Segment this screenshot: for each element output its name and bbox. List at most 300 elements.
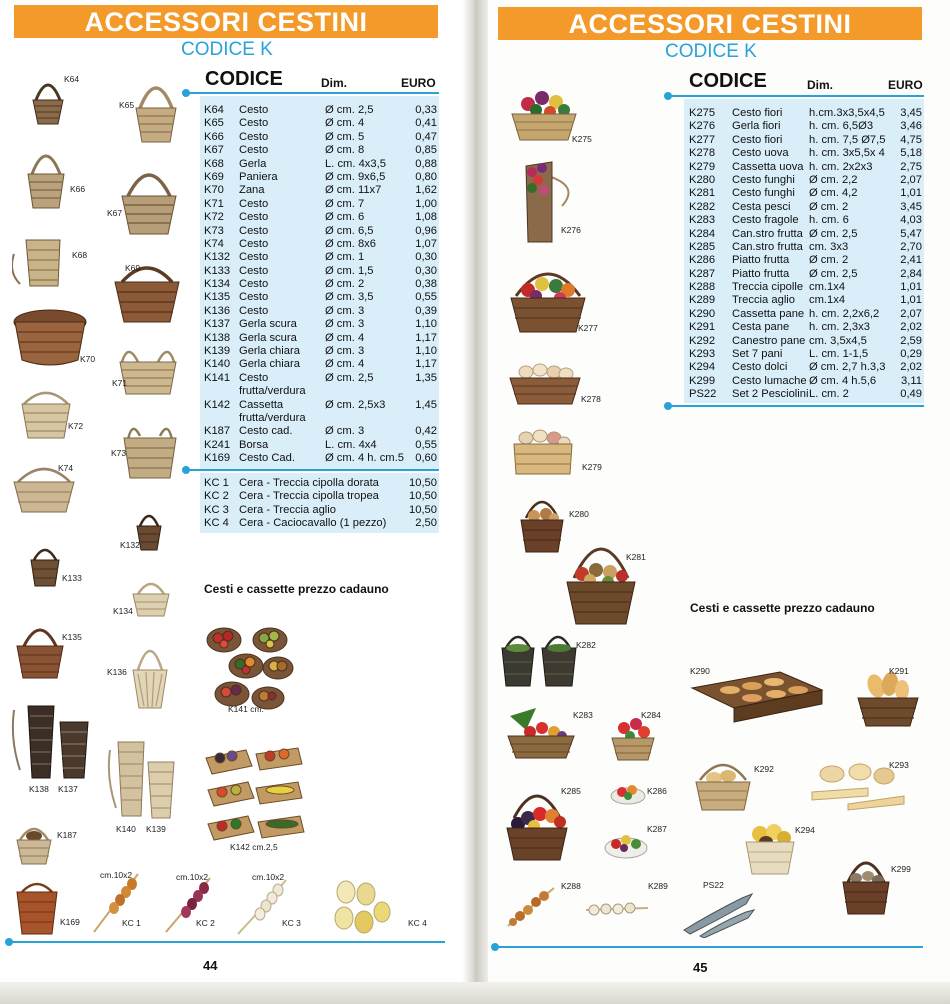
row-description: Gerla scura — [239, 331, 297, 344]
table-row — [204, 372, 440, 399]
basket-k68-image — [12, 232, 68, 290]
row-dimension: h. cm. 2x2x3 — [809, 160, 873, 173]
row-dimension: Ø cm. 11x7 — [325, 184, 382, 197]
table-row — [204, 198, 440, 211]
row-code: K133 — [204, 264, 231, 277]
row-dimension: h. cm. 3x5,5x 4 — [809, 147, 885, 160]
row-price: 2,75 — [900, 160, 922, 173]
row-dimension: Ø cm. 2,5 — [809, 267, 858, 280]
label-k74: K74 — [58, 463, 74, 473]
row-description: Cesto — [239, 224, 269, 237]
row-description: Cesto cad. — [239, 425, 293, 438]
row-description: Cesto Cad. — [239, 452, 295, 465]
label-kc4: KC 4 — [408, 918, 427, 928]
row-code: K281 — [689, 187, 716, 200]
row-description: Cesto fragole — [732, 214, 799, 227]
table-row — [689, 268, 925, 281]
right-table-bottom-rule — [668, 405, 924, 407]
fish-set-ps22-image — [680, 890, 756, 938]
table-row — [689, 348, 925, 361]
row-description: Cesto — [239, 104, 269, 116]
baskets-k140-k139-image — [106, 738, 178, 820]
row-description: Cesto — [239, 211, 269, 224]
label-k136: K136 — [107, 667, 127, 677]
label-k187: K187 — [57, 830, 77, 840]
label-k292: K292 — [754, 764, 774, 774]
row-code: K65 — [204, 117, 224, 130]
row-code: K187 — [204, 425, 231, 438]
row-description: Can.stro frutta — [732, 227, 803, 240]
row-dimension: Ø cm. 4 — [325, 117, 365, 130]
row-code: K136 — [204, 304, 231, 317]
row-code: K282 — [689, 200, 716, 213]
row-price: 2,50 — [415, 517, 437, 530]
table-row — [204, 211, 440, 224]
row-price: 0,38 — [415, 278, 437, 291]
row-price: 1,10 — [415, 345, 437, 358]
label-k279: K279 — [582, 462, 602, 472]
row-price: 1,10 — [415, 318, 437, 331]
table-row — [689, 134, 925, 147]
row-dimension: h. cm. 7,5 Ø7,5 — [809, 133, 886, 146]
row-dimension: Ø cm. 3,5 — [325, 291, 374, 304]
basket-k169-image — [14, 880, 60, 938]
left-page-number: 44 — [203, 958, 218, 973]
egg-crate-k279-image — [512, 424, 574, 478]
row-price: 0,29 — [900, 348, 922, 361]
row-dimension: Ø cm. 7 — [325, 197, 365, 210]
row-price: 3,45 — [900, 107, 922, 119]
row-price: 0,60 — [415, 452, 437, 465]
row-price: 0,42 — [415, 425, 437, 438]
row-code: K241 — [204, 438, 231, 451]
row-price: 2,07 — [900, 173, 922, 186]
basket-k72-image — [20, 382, 72, 442]
label-k299: K299 — [891, 864, 911, 874]
row-price: 0,55 — [415, 438, 437, 451]
row-dimension: cm. 3,5x4,5 — [809, 334, 867, 347]
row-price: 1,35 — [415, 371, 437, 384]
row-price: 1,01 — [900, 294, 922, 307]
row-code: K134 — [204, 278, 231, 291]
right-col-head-euro: EURO — [888, 78, 923, 92]
row-code: K278 — [689, 147, 716, 160]
right-page-number: 45 — [693, 960, 708, 975]
label-k280: K280 — [569, 509, 589, 519]
label-ps22: PS22 — [703, 880, 724, 890]
row-code: K277 — [689, 133, 716, 146]
row-price: 2,59 — [900, 334, 922, 347]
row-description: Cesto — [239, 371, 269, 384]
table-row — [204, 490, 440, 503]
row-dimension: Ø cm. 2 — [809, 254, 849, 267]
row-description: Piatto frutta — [732, 254, 790, 267]
label-k137: K137 — [58, 784, 78, 794]
table-row — [689, 120, 925, 133]
row-description: Cesto funghi — [732, 187, 795, 200]
row-price: 1,17 — [415, 331, 437, 344]
row-price: 1,01 — [900, 281, 922, 294]
row-description: Cera - Treccia cipolla dorata — [239, 477, 379, 489]
label-k294: K294 — [795, 825, 815, 835]
label-k135: K135 — [62, 632, 82, 642]
row-description: Cesto fiori — [732, 107, 783, 119]
row-price: 0,47 — [415, 130, 437, 143]
row-description: Zana — [239, 184, 265, 197]
baskets-k138-k137-image — [10, 700, 94, 784]
basket-k136-image — [130, 636, 170, 712]
row-code: K292 — [689, 334, 716, 347]
table-row — [204, 291, 440, 304]
right-bottom-rule — [495, 946, 923, 948]
label-k290: K290 — [690, 666, 710, 676]
strawberry-basket-k283-image — [506, 706, 576, 762]
row-code: K283 — [689, 214, 716, 227]
row-code: K290 — [689, 307, 716, 320]
row-code: K66 — [204, 130, 224, 143]
crates-k142-image — [202, 744, 306, 850]
left-table-top-rule — [186, 92, 439, 94]
snail-basket-k299-image — [840, 848, 892, 918]
row-dimension: Ø cm. 8 — [325, 144, 365, 157]
mushroom-basket-k280-image — [518, 490, 566, 556]
row-price: 0,85 — [415, 144, 437, 157]
row-description: Cesto funghi — [732, 173, 795, 186]
left-table-mid-rule — [186, 469, 439, 471]
row-code: K135 — [204, 291, 231, 304]
row-price: 0,55 — [415, 291, 437, 304]
row-description: Cesto — [239, 278, 269, 291]
row-dimension: L. cm. 1-1,5 — [809, 348, 869, 361]
table-row — [204, 345, 440, 358]
basket-k67-image — [118, 160, 180, 238]
row-description: Cesto dolci — [732, 361, 788, 374]
bread-basket-k291-image — [856, 668, 920, 730]
row-description: Cesta pesci — [732, 200, 791, 213]
row-code: K67 — [204, 144, 224, 157]
row-dimension: Ø cm. 2,5 — [325, 371, 374, 384]
basket-k133-image — [28, 540, 62, 590]
table-row — [689, 161, 925, 174]
row-price: 2,70 — [900, 240, 922, 253]
row-dimension: Ø cm. 4 — [325, 358, 365, 371]
onion-braid-k288-image — [504, 884, 558, 930]
row-description: Piatto frutta — [732, 267, 790, 280]
row-code: K285 — [689, 240, 716, 253]
row-description: Can.stro frutta — [732, 240, 803, 253]
bread-basket-k292-image — [694, 754, 752, 814]
row-price: 5,47 — [900, 227, 922, 240]
table-row — [204, 265, 440, 278]
row-dimension: Ø cm. 3 — [325, 425, 365, 438]
row-price: 1,01 — [900, 187, 922, 200]
row-description: Cesto — [239, 237, 269, 250]
basket-k187-image — [14, 818, 54, 868]
label-k70: K70 — [80, 354, 96, 364]
table-row — [204, 305, 440, 318]
table-row — [204, 238, 440, 251]
label-k71: K71 — [112, 378, 128, 388]
row-code: K291 — [689, 321, 716, 334]
label-k287: K287 — [647, 824, 667, 834]
left-kc-table — [204, 477, 440, 531]
row-code: K289 — [689, 294, 716, 307]
table-row — [204, 158, 440, 171]
label-k72: K72 — [68, 421, 84, 431]
row-price: 4,75 — [900, 133, 922, 146]
row-code: K275 — [689, 107, 716, 119]
row-dimension: Ø cm. 2,5 — [325, 104, 374, 116]
label-cm-3: cm.10x2 — [252, 872, 285, 882]
row-description: Gerla chiara — [239, 345, 300, 358]
table-row — [689, 281, 925, 294]
table-row — [204, 117, 440, 130]
row-description: Cesto — [239, 117, 269, 130]
row-dimension: Ø cm. 6 — [325, 211, 365, 224]
row-description: Gerla scura — [239, 318, 297, 331]
row-price: 0,49 — [900, 388, 922, 401]
table-row — [204, 225, 440, 238]
row-dimension: L. cm. 4x3,5 — [325, 157, 386, 170]
row-code: K69 — [204, 170, 224, 183]
label-k278: K278 — [581, 394, 601, 404]
table-row — [204, 251, 440, 264]
row-dimension: Ø cm. 2,7 h.3,3 — [809, 361, 886, 374]
row-code: K74 — [204, 237, 224, 250]
row-description: Cera - Treccia cipolla tropea — [239, 490, 379, 503]
table-row — [689, 241, 925, 254]
label-cm-1: cm.10x2 — [100, 870, 133, 880]
table-row — [204, 399, 440, 426]
row-code: K141 — [204, 371, 231, 384]
garlic-braid-k289-image — [582, 892, 652, 926]
row-price: 1,62 — [415, 184, 437, 197]
row-description: Cesto lumache — [732, 374, 807, 387]
row-code: K279 — [689, 160, 716, 173]
row-dimension: Ø cm. 4 h. cm.5 — [325, 452, 404, 465]
table-row — [204, 439, 440, 452]
left-subheader: CODICE K — [181, 39, 273, 60]
row-price: 0,30 — [415, 264, 437, 277]
table-row — [204, 504, 440, 517]
row-dimension: Ø cm. 1 — [325, 251, 365, 264]
label-k284: K284 — [641, 710, 661, 720]
row-dimension: Ø cm. 9x6,5 — [325, 170, 386, 183]
right-col-head-codice: CODICE — [689, 70, 767, 92]
left-col-head-euro: EURO — [401, 76, 436, 90]
basket-k73-image — [122, 414, 178, 482]
row-dimension: cm.1x4 — [809, 294, 846, 307]
row-price: 2,02 — [900, 321, 922, 334]
label-k275: K275 — [572, 134, 592, 144]
basket-k71-image — [118, 340, 178, 398]
label-k169: K169 — [60, 917, 80, 927]
row-dimension: h.cm.3x3,5x4,5 — [809, 107, 885, 119]
left-note: Cesti e cassette prezzo cadauno — [204, 582, 389, 596]
row-price: 10,50 — [409, 477, 437, 489]
row-description: Gerla chiara — [239, 358, 300, 371]
row-code: K288 — [689, 281, 716, 294]
row-dimension: L. cm. 2 — [809, 388, 849, 401]
row-code: K68 — [204, 157, 224, 170]
table-row — [689, 174, 925, 187]
left-col-head-codice: CODICE — [205, 68, 283, 90]
row-code: K132 — [204, 251, 231, 264]
row-description: Cesto — [239, 197, 269, 210]
table-row — [204, 477, 440, 490]
row-dimension: Ø cm. 2 — [325, 278, 365, 291]
row-description: Cera - Caciocavallo (1 pezzo) — [239, 517, 387, 530]
fruit-baskets-k141-image — [204, 618, 300, 716]
row-code: K64 — [204, 104, 224, 116]
row-dimension: Ø cm. 4,2 — [809, 187, 858, 200]
row-dimension: L. cm. 4x4 — [325, 438, 377, 451]
label-k281: K281 — [626, 552, 646, 562]
label-k65: K65 — [119, 100, 135, 110]
table-row — [689, 254, 925, 267]
row-dimension: Ø cm. 2,2 — [809, 173, 858, 186]
fish-baskets-k282-image — [500, 626, 580, 690]
row-dimension: Ø cm. 3 — [325, 318, 365, 331]
row-description: Cesto fiori — [732, 133, 783, 146]
row-description-line2: frutta/verdura — [239, 385, 306, 398]
table-row — [204, 517, 440, 530]
table-row — [689, 308, 925, 321]
label-k134: K134 — [113, 606, 133, 616]
label-k138: K138 — [29, 784, 49, 794]
label-k282: K282 — [576, 640, 596, 650]
row-description: Treccia cipolle — [732, 281, 804, 294]
label-k291: K291 — [889, 666, 909, 676]
label-k141: K141 cm. — [228, 704, 264, 714]
table-row — [204, 131, 440, 144]
table-row — [204, 358, 440, 371]
row-dimension: Ø cm. 2 — [809, 200, 849, 213]
row-dimension: cm.1x4 — [809, 281, 846, 294]
row-description: Cesto uova — [732, 147, 789, 160]
right-header-title: ACCESSORI CESTINI — [498, 7, 922, 40]
row-description: Cesto — [239, 264, 269, 277]
table-row — [204, 332, 440, 345]
row-description: Gerla fiori — [732, 120, 781, 133]
egg-basket-k278-image — [508, 354, 582, 408]
row-dimension: Ø cm. 2,5 — [809, 227, 858, 240]
row-dimension: h. cm. 6,5Ø3 — [809, 120, 874, 133]
row-dimension: h. cm. 2,3x3 — [809, 321, 870, 334]
row-dimension: Ø cm. 8x6 — [325, 237, 376, 250]
table-row — [204, 171, 440, 184]
right-table-top-rule — [668, 95, 924, 97]
label-k139: K139 — [146, 824, 166, 834]
mushroom-basket-k281-image — [564, 528, 638, 628]
left-header-title: ACCESSORI CESTINI — [14, 5, 438, 38]
table-row — [689, 388, 925, 401]
row-description: Set 2 Pesciolini — [732, 388, 809, 401]
table-row — [689, 228, 925, 241]
label-kc1: KC 1 — [122, 918, 141, 928]
label-k286: K286 — [647, 786, 667, 796]
row-description-line2: frutta/verdura — [239, 412, 306, 424]
table-row — [204, 144, 440, 157]
row-description: Cassetta uova — [732, 160, 804, 173]
table-row — [689, 187, 925, 200]
left-col-head-dim: Dim. — [321, 76, 348, 90]
row-price: 0,33 — [415, 104, 437, 116]
table-row — [689, 214, 925, 227]
label-k132: K132 — [120, 540, 140, 550]
table-row — [689, 321, 925, 334]
table-row — [204, 425, 440, 438]
row-description: Cesta pane — [732, 321, 790, 334]
row-code: K73 — [204, 224, 224, 237]
garlic-braid-kc3-image — [232, 876, 298, 938]
label-k69: K69 — [125, 263, 141, 273]
row-description: Cesto — [239, 130, 269, 143]
row-description: Borsa — [239, 438, 269, 451]
row-dimension: cm. 3x3 — [809, 240, 849, 253]
label-k276: K276 — [561, 225, 581, 235]
book-gutter — [462, 0, 488, 1004]
label-k140: K140 — [116, 824, 136, 834]
row-description: Cesto — [239, 304, 269, 317]
table-row — [689, 147, 925, 160]
label-kc3: KC 3 — [282, 918, 301, 928]
row-price: 0,80 — [415, 170, 437, 183]
page-bottom-edge — [0, 982, 950, 1004]
right-price-table — [689, 107, 925, 402]
row-dimension: h. cm. 2,2x6,2 — [809, 307, 880, 320]
label-cm-2: cm.10x2 — [176, 872, 209, 882]
label-k277: K277 — [578, 323, 598, 333]
fruit-plate-k286-image — [610, 778, 646, 806]
bread-crates-k290-image — [690, 668, 824, 726]
row-code: KC 1 — [204, 477, 229, 489]
row-dimension: Ø cm. 2,5x3 — [325, 398, 386, 411]
row-code: K287 — [689, 267, 716, 280]
label-k73: K73 — [111, 448, 127, 458]
row-dimension: Ø cm. 1,5 — [325, 264, 374, 277]
row-code: K137 — [204, 318, 231, 331]
row-code: KC 3 — [204, 503, 229, 516]
row-code: PS22 — [689, 388, 717, 401]
row-dimension: h. cm. 6 — [809, 214, 849, 227]
label-k67: K67 — [107, 208, 123, 218]
row-price: 0,41 — [415, 117, 437, 130]
row-description: Cera - Treccia aglio — [239, 503, 336, 516]
label-k283: K283 — [573, 710, 593, 720]
row-description: Cesto — [239, 291, 269, 304]
row-code: K142 — [204, 398, 231, 411]
row-price: 1,00 — [415, 197, 437, 210]
row-price: 1,45 — [415, 398, 437, 411]
row-price: 0,88 — [415, 157, 437, 170]
row-description: Treccia aglio — [732, 294, 796, 307]
row-price: 3,46 — [900, 120, 922, 133]
row-price: 0,96 — [415, 224, 437, 237]
table-row — [689, 107, 925, 120]
table-row — [689, 335, 925, 348]
row-description: Paniera — [239, 170, 278, 183]
row-description: Canestro pane — [732, 334, 806, 347]
row-code: KC 4 — [204, 517, 229, 530]
flower-basket-k277-image — [508, 256, 588, 336]
table-row — [204, 318, 440, 331]
label-kc2: KC 2 — [196, 918, 215, 928]
table-row — [204, 452, 440, 465]
right-subheader: CODICE K — [665, 41, 757, 62]
row-dimension: Ø cm. 5 — [325, 130, 365, 143]
right-col-head-dim: Dim. — [807, 78, 834, 92]
